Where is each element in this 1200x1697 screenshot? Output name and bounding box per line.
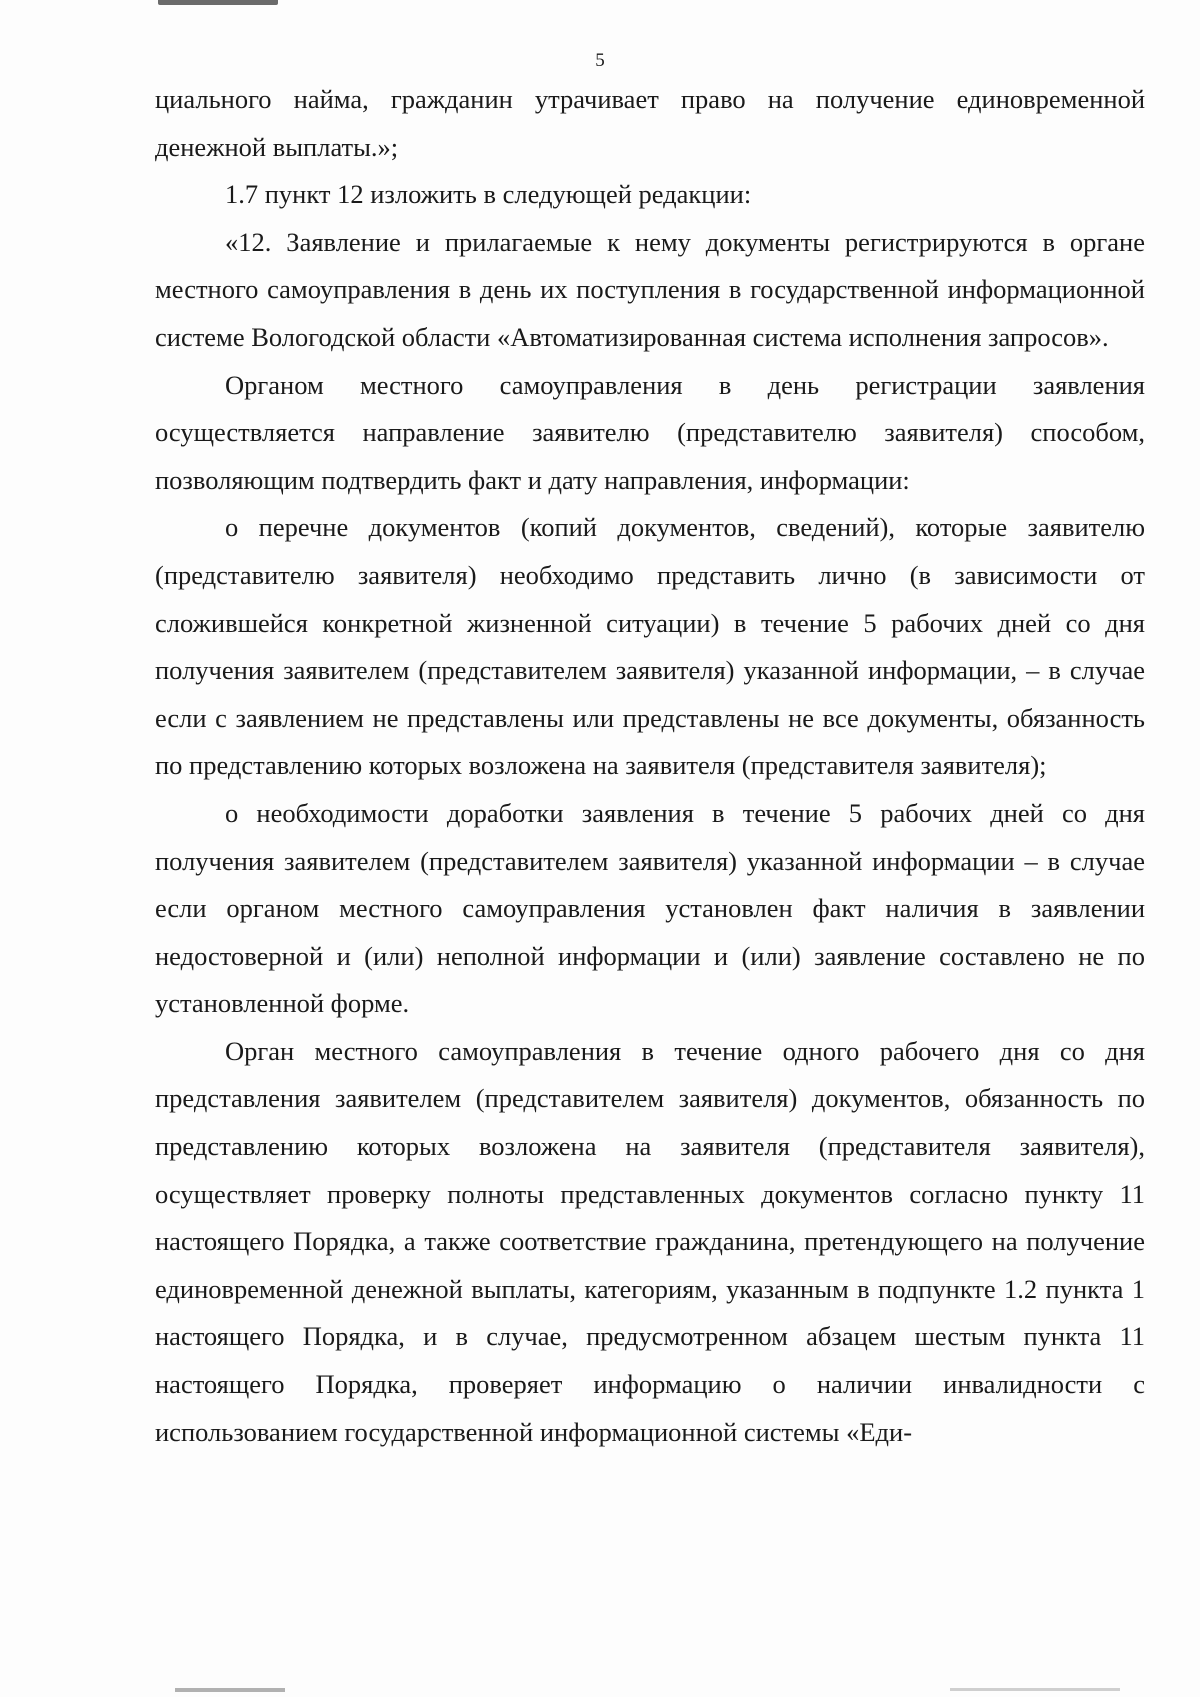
- paragraph: Органом местного самоуправления в день регистрации заявления осуществляется направление заявителю (представителю заявителя) способом, позволяющим подтвердить факт и дату направления, информации:: [155, 369, 1145, 495]
- paragraph: о необходимости доработки заявления в течение 5 рабочих дней со дня получения заявителем (представителем заявителя) указанной информации – в случае если органом местного самоуправления установлен факт наличия в заявлении недостоверной и (или) неполной информации и (или) заявление составлено не по установленной форме.: [155, 797, 1145, 1019]
- document-body: [155, 76, 1145, 1456]
- scan-artifact-top: [158, 0, 278, 5]
- paragraph: 1.7 пункт 12 изложить в следующей редакции:: [225, 179, 752, 210]
- paragraph: о перечне документов (копий документов, сведений), которые заявителю (представителю заявителя) необходимо представить лично (в зависимости от сложившейся конкретной жизненной ситуации) в течение 5 рабочих дней со дня получения заявителем (представителем заявителя) указанной информации, – в случае если с заявлением не представлены или представлены не все документы, обязанность по представлению которых возложена на заявителя (представителя заявителя);: [155, 512, 1145, 781]
- scan-artifact-bottom-left: [175, 1688, 285, 1692]
- paragraph: циального найма, гражданин утрачивает право на получение единовременной денежной выплаты.»;: [155, 84, 1145, 162]
- scan-artifact-bottom-right: [950, 1688, 1120, 1691]
- paragraph: Орган местного самоуправления в течение одного рабочего дня со дня представления заявителем (представителем заявителя) документов, обязанность по представлению которых возложена на заявителя (представителя заявителя), осуществляет проверку полноты представленных документов согласно пункту 11 настоящего Порядка, а также соответствие гражданина, претендующего на получение единовременной денежной выплаты, категориям, указанным в подпункте 1.2 пункта 1 настоящего Порядка, и в случае, предусмотренном абзацем шестым пункта 11 настоящего Порядка, проверяет информацию о наличии инвалидности с использованием государственной информационной системы «Еди-: [155, 1035, 1145, 1447]
- page-number: 5: [595, 50, 605, 71]
- paragraph: «12. Заявление и прилагаемые к нему документы регистрируются в органе местного самоуправления в день их поступления в государственной информационной системе Вологодской области «Автоматизированная система исполнения запросов».: [155, 226, 1145, 352]
